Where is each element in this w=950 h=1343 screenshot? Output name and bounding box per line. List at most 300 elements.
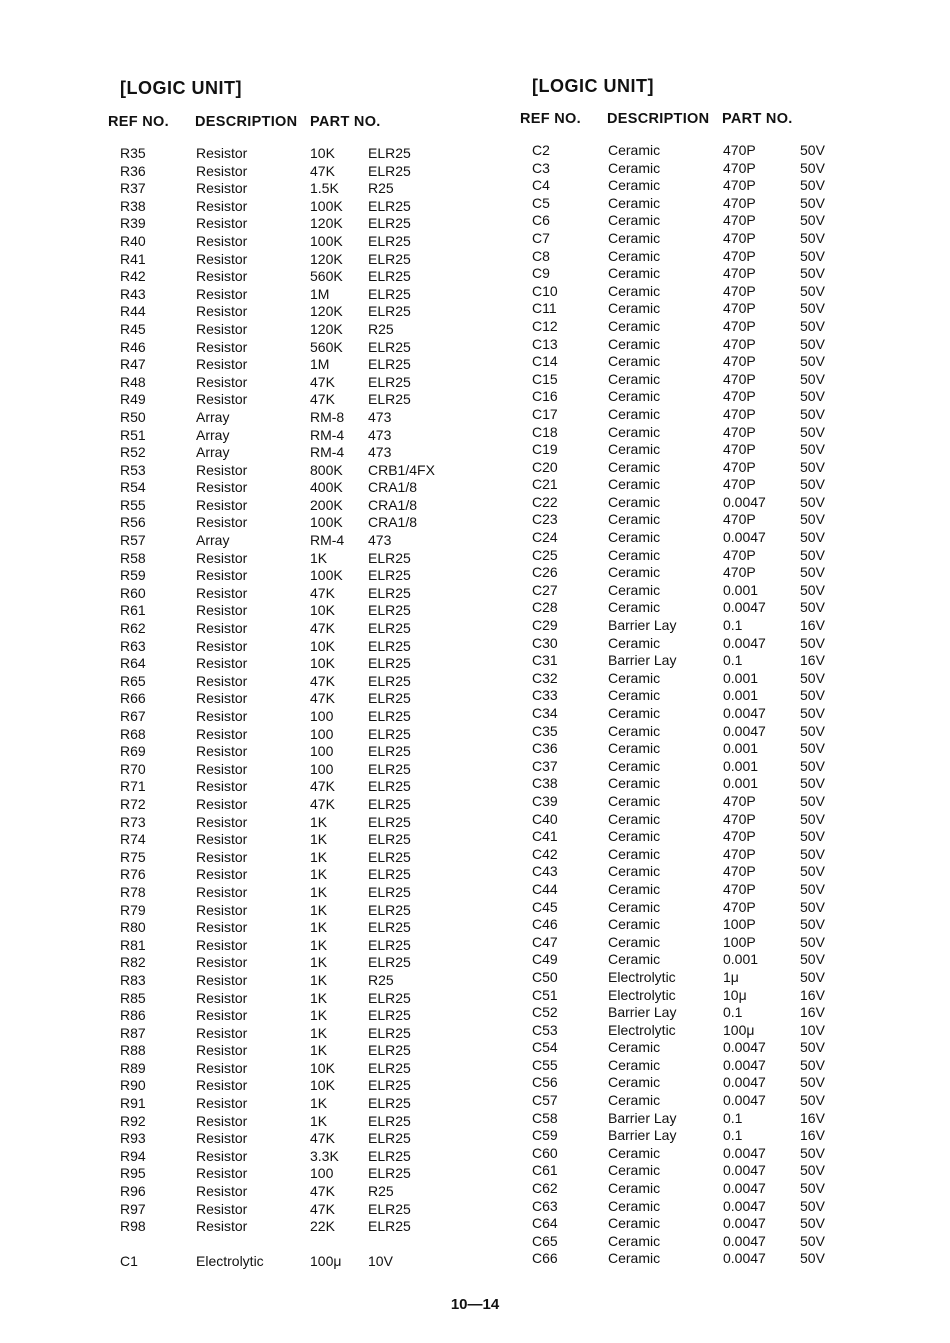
ref-no: C55: [532, 1056, 558, 1073]
parts-row: [108, 339, 518, 357]
part-value: RM-4: [310, 426, 345, 443]
parts-row: [520, 951, 930, 969]
description: Resistor: [196, 1024, 248, 1041]
part-spec: ELR25: [368, 743, 411, 760]
part-value: 1K: [310, 901, 328, 918]
description: Ceramic: [608, 705, 661, 721]
description: Resistor: [196, 303, 248, 320]
part-spec: 50V: [800, 775, 825, 792]
ref-no: R89: [120, 1059, 146, 1076]
part-spec: 50V: [800, 669, 825, 686]
part-spec: 473: [368, 444, 392, 461]
part-value: 800K: [310, 461, 343, 478]
part-spec: ELR25: [368, 795, 411, 812]
parts-row: [108, 268, 518, 286]
part-value: 0.001: [723, 951, 759, 968]
parts-row: [108, 972, 518, 990]
ref-no: C4: [532, 177, 550, 194]
ref-no: R78: [120, 883, 146, 900]
ref-no: R94: [120, 1147, 146, 1164]
part-spec: 50V: [800, 564, 825, 581]
part-value: 47K: [310, 1200, 335, 1217]
description: Resistor: [196, 162, 248, 179]
ref-no: C54: [532, 1039, 558, 1056]
ref-no: R67: [120, 708, 146, 724]
ref-no: C22: [532, 493, 558, 510]
part-value: 22K: [310, 1218, 335, 1235]
part-spec: ELR25: [368, 813, 411, 830]
parts-row: [108, 778, 518, 796]
parts-row: [108, 409, 518, 427]
description: Resistor: [196, 1077, 248, 1094]
ref-no: C17: [532, 405, 558, 422]
ref-no: R57: [120, 532, 146, 549]
ref-no: R64: [120, 655, 146, 672]
part-spec: 50V: [800, 212, 825, 229]
part-spec: 50V: [800, 845, 825, 862]
part-value: 470P: [723, 212, 756, 229]
ref-no: C58: [532, 1109, 558, 1126]
description: Resistor: [196, 320, 248, 337]
parts-row: [520, 195, 930, 213]
parts-row: [520, 881, 930, 899]
description: Ceramic: [608, 423, 661, 440]
parts-row: [520, 811, 930, 829]
ref-no: C11: [532, 300, 557, 317]
ref-no: C32: [532, 669, 558, 686]
part-value: 100μ: [310, 1253, 342, 1270]
part-spec: 50V: [800, 722, 825, 739]
part-spec: 50V: [800, 634, 825, 651]
parts-row: [108, 479, 518, 497]
parts-row: [520, 1092, 930, 1110]
parts-row: [108, 462, 518, 480]
description: Ceramic: [608, 194, 661, 211]
part-value: 47K: [310, 1183, 335, 1200]
description: Resistor: [196, 1112, 248, 1129]
parts-row: [520, 476, 930, 494]
part-value: 10K: [310, 145, 335, 161]
part-value: 470P: [723, 142, 756, 158]
ref-no: R82: [120, 954, 146, 971]
parts-row: [108, 902, 518, 920]
description: Resistor: [196, 197, 248, 214]
part-spec: ELR25: [368, 1218, 411, 1235]
part-spec: 50V: [800, 1039, 825, 1056]
ref-no: C25: [532, 546, 558, 563]
part-spec: 16V: [800, 617, 825, 634]
description: Resistor: [196, 655, 248, 672]
parts-row: [108, 1148, 518, 1166]
part-value: 1K: [310, 831, 328, 848]
part-value: RM-4: [310, 444, 345, 461]
part-value: 10K: [310, 602, 335, 619]
parts-row: [108, 1183, 518, 1201]
description: Ceramic: [608, 300, 661, 317]
parts-row: [108, 427, 518, 445]
part-spec: 50V: [800, 757, 825, 774]
part-spec: ELR25: [368, 285, 411, 302]
parts-row: [108, 1130, 518, 1148]
part-value: 1K: [310, 1042, 328, 1059]
parts-row: [108, 391, 518, 409]
part-value: 47K: [310, 672, 335, 689]
ref-no: C6: [532, 212, 550, 229]
part-spec: 10V: [800, 1021, 825, 1038]
description: Resistor: [196, 1218, 248, 1235]
ref-no: R43: [120, 285, 146, 302]
part-value: 100K: [310, 567, 343, 584]
part-spec: 50V: [800, 599, 825, 616]
parts-row: [108, 620, 518, 638]
ref-no: C31: [532, 652, 558, 669]
part-spec: 50V: [800, 229, 825, 246]
part-spec: 50V: [800, 687, 825, 704]
ref-no: R65: [120, 672, 146, 689]
part-spec: 50V: [800, 828, 825, 845]
parts-row: [520, 723, 930, 741]
ref-no: C3: [532, 159, 550, 176]
description: Resistor: [196, 778, 248, 795]
ref-no: C47: [532, 933, 558, 950]
ref-no: R52: [120, 444, 146, 461]
parts-row: [520, 406, 930, 424]
ref-no: R48: [120, 373, 146, 390]
description: Ceramic: [608, 845, 661, 862]
ref-no: C63: [532, 1197, 558, 1214]
part-spec: 50V: [800, 300, 825, 317]
parts-row: [108, 215, 518, 233]
part-value: 120K: [310, 303, 343, 320]
part-spec: 50V: [800, 810, 825, 827]
parts-row: [520, 635, 930, 653]
ref-no: C44: [532, 880, 558, 897]
part-spec: ELR25: [368, 232, 411, 249]
ref-no: C45: [532, 898, 558, 915]
description: Resistor: [196, 831, 248, 848]
part-value: 470P: [723, 177, 756, 194]
ref-no: C7: [532, 229, 550, 246]
parts-row: [520, 863, 930, 881]
part-value: 1.5K: [310, 180, 339, 197]
part-spec: ELR25: [368, 690, 411, 707]
description: Ceramic: [608, 317, 661, 334]
parts-row: [520, 441, 930, 459]
part-spec: 50V: [800, 476, 825, 493]
parts-row: [520, 494, 930, 512]
part-spec: 50V: [800, 159, 825, 176]
description: Ceramic: [608, 265, 661, 282]
description: Electrolytic: [608, 986, 676, 1003]
part-value: 120K: [310, 320, 343, 337]
part-value: 470P: [723, 194, 756, 211]
description: Ceramic: [608, 511, 661, 528]
part-spec: 50V: [800, 405, 825, 422]
part-value: 0.0047: [723, 634, 766, 651]
parts-row: [520, 212, 930, 230]
ref-no: C65: [532, 1232, 558, 1249]
ref-no: R35: [120, 145, 146, 161]
ref-no: C40: [532, 810, 558, 827]
ref-no: R36: [120, 162, 146, 179]
part-spec: ELR25: [368, 866, 411, 883]
part-spec: ELR25: [368, 1112, 411, 1129]
part-value: 100: [310, 743, 334, 760]
description: Ceramic: [608, 142, 661, 158]
parts-row: [108, 708, 518, 726]
part-spec: ELR25: [368, 162, 411, 179]
parts-row: [108, 233, 518, 251]
description: Ceramic: [608, 1180, 661, 1197]
part-spec: ELR25: [368, 373, 411, 390]
part-spec: 50V: [800, 493, 825, 510]
parts-row: [108, 1253, 518, 1271]
description: Ceramic: [608, 177, 661, 194]
parts-row: [520, 934, 930, 952]
ref-no: R85: [120, 989, 146, 1006]
right-header-part: PART NO.: [722, 111, 793, 127]
description: Ceramic: [608, 898, 661, 915]
parts-row: [520, 1110, 930, 1128]
ref-no: C52: [532, 1004, 558, 1021]
part-spec: 50V: [800, 933, 825, 950]
part-value: 1K: [310, 989, 328, 1006]
description: Ceramic: [608, 458, 661, 475]
ref-no: R93: [120, 1130, 146, 1147]
part-spec: 16V: [800, 1127, 825, 1144]
ref-no: C10: [532, 282, 558, 299]
part-spec: ELR25: [368, 268, 411, 285]
part-value: 1K: [310, 549, 328, 566]
part-spec: 50V: [800, 194, 825, 211]
part-spec: ELR25: [368, 338, 411, 355]
part-spec: ELR25: [368, 391, 411, 408]
description: Resistor: [196, 866, 248, 883]
ref-no: R83: [120, 971, 146, 988]
description: Resistor: [196, 637, 248, 654]
parts-row: [520, 969, 930, 987]
description: Ceramic: [608, 493, 661, 510]
ref-no: R56: [120, 514, 146, 531]
ref-no: C42: [532, 845, 558, 862]
ref-no: R91: [120, 1095, 146, 1112]
description: Resistor: [196, 496, 248, 513]
right-parts-list: [520, 142, 930, 1268]
parts-row: [108, 567, 518, 585]
parts-row: [108, 673, 518, 691]
parts-row: [108, 514, 518, 532]
part-value: 0.0047: [723, 1092, 766, 1109]
description: Resistor: [196, 795, 248, 812]
ref-no: R55: [120, 496, 146, 513]
ref-no: R51: [120, 426, 146, 443]
description: Resistor: [196, 145, 248, 161]
ref-no: C19: [532, 441, 558, 458]
part-spec: 50V: [800, 1180, 825, 1197]
part-spec: ELR25: [368, 637, 411, 654]
description: Ceramic: [608, 1144, 661, 1161]
part-spec: CRA1/8: [368, 514, 418, 531]
part-value: 0.1: [723, 1004, 743, 1021]
ref-no: R70: [120, 760, 146, 777]
description: Resistor: [196, 1095, 248, 1112]
part-spec: ELR25: [368, 215, 411, 232]
description: Resistor: [196, 1147, 248, 1164]
parts-row: [108, 303, 518, 321]
part-value: 470P: [723, 792, 756, 809]
ref-no: C46: [532, 916, 558, 933]
part-spec: 50V: [800, 511, 825, 528]
parts-row: [520, 142, 930, 160]
part-spec: ELR25: [368, 655, 411, 672]
part-spec: 16V: [800, 1109, 825, 1126]
part-spec: ELR25: [368, 620, 411, 637]
part-spec: ELR25: [368, 901, 411, 918]
part-value: 1K: [310, 1112, 328, 1129]
parts-row: [520, 1074, 930, 1092]
part-spec: ELR25: [368, 602, 411, 619]
ref-no: C33: [532, 687, 558, 704]
part-spec: 16V: [800, 652, 825, 669]
description: Ceramic: [608, 722, 661, 739]
ref-no: R66: [120, 690, 146, 707]
parts-row: [520, 828, 930, 846]
description: Ceramic: [608, 740, 661, 757]
parts-row: [520, 1233, 930, 1251]
part-value: 0.0047: [723, 1232, 766, 1249]
description: Array: [196, 444, 230, 461]
parts-row: [108, 937, 518, 955]
description: Ceramic: [608, 546, 661, 563]
part-spec: ELR25: [368, 760, 411, 777]
part-spec: ELR25: [368, 1165, 411, 1182]
parts-row: [108, 1113, 518, 1131]
parts-row: [520, 775, 930, 793]
parts-row: [520, 1162, 930, 1180]
part-value: 1K: [310, 848, 328, 865]
part-spec: ELR25: [368, 1095, 411, 1112]
part-value: 100: [310, 1165, 334, 1182]
parts-row: [108, 796, 518, 814]
description: Barrier Lay: [608, 1004, 677, 1021]
description: Ceramic: [608, 669, 661, 686]
ref-no: R44: [120, 303, 146, 320]
page-number: 10—14: [450, 1296, 500, 1313]
ref-no: C14: [532, 353, 558, 370]
description: Ceramic: [608, 599, 661, 616]
left-header-ref: REF NO.: [108, 114, 169, 130]
description: Ceramic: [608, 810, 661, 827]
parts-row: [108, 726, 518, 744]
part-value: 47K: [310, 795, 335, 812]
parts-row: [108, 374, 518, 392]
ref-no: C21: [532, 476, 558, 493]
part-value: 47K: [310, 778, 335, 795]
ref-no: C8: [532, 247, 550, 264]
part-value: 120K: [310, 215, 343, 232]
part-value: RM-8: [310, 408, 345, 425]
ref-no: R39: [120, 215, 146, 232]
description: Resistor: [196, 602, 248, 619]
part-value: 1K: [310, 1095, 328, 1112]
part-value: 470P: [723, 282, 756, 299]
description: Ceramic: [608, 388, 661, 405]
description: Ceramic: [608, 1232, 661, 1249]
parts-row: [108, 814, 518, 832]
part-spec: ELR25: [368, 303, 411, 320]
part-value: 470P: [723, 441, 756, 458]
ref-no: C43: [532, 863, 558, 880]
part-value: 470P: [723, 546, 756, 563]
part-value: 1M: [310, 356, 330, 373]
part-spec: 10V: [368, 1253, 393, 1270]
part-spec: ELR25: [368, 356, 411, 373]
part-spec: 50V: [800, 282, 825, 299]
ref-no: C57: [532, 1092, 558, 1109]
description: Resistor: [196, 391, 248, 408]
description: Resistor: [196, 514, 248, 531]
ref-no: R49: [120, 391, 146, 408]
part-value: 1μ: [723, 968, 739, 985]
part-spec: 473: [368, 408, 392, 425]
description: Resistor: [196, 584, 248, 601]
part-value: 0.0047: [723, 1074, 766, 1091]
part-value: 470P: [723, 880, 756, 897]
ref-no: R58: [120, 549, 146, 566]
parts-row: [520, 793, 930, 811]
description: Resistor: [196, 479, 248, 496]
part-spec: 50V: [800, 317, 825, 334]
part-spec: 50V: [800, 265, 825, 282]
description: Ceramic: [608, 1250, 661, 1267]
part-spec: 50V: [800, 247, 825, 264]
part-spec: 50V: [800, 370, 825, 387]
ref-no: R68: [120, 725, 146, 742]
ref-no: R63: [120, 637, 146, 654]
ref-no: C24: [532, 529, 558, 546]
ref-no: R87: [120, 1024, 146, 1041]
part-spec: 16V: [800, 986, 825, 1003]
parts-row: [108, 690, 518, 708]
description: Electrolytic: [608, 968, 676, 985]
part-spec: ELR25: [368, 672, 411, 689]
ref-no: R40: [120, 232, 146, 249]
description: Resistor: [196, 215, 248, 232]
parts-row: [520, 846, 930, 864]
part-spec: ELR25: [368, 1059, 411, 1076]
parts-row: [108, 1025, 518, 1043]
parts-row: [108, 1218, 518, 1236]
parts-row: [520, 705, 930, 723]
parts-row: [520, 388, 930, 406]
ref-no: R53: [120, 461, 146, 478]
part-spec: 50V: [800, 1144, 825, 1161]
parts-row: [108, 990, 518, 1008]
ref-no: R38: [120, 197, 146, 214]
ref-no: C59: [532, 1127, 558, 1144]
part-value: 470P: [723, 898, 756, 915]
part-spec: 50V: [800, 353, 825, 370]
ref-no: R60: [120, 584, 146, 601]
part-spec: R25: [368, 180, 394, 197]
parts-row: [108, 180, 518, 198]
parts-row: [108, 919, 518, 937]
part-spec: ELR25: [368, 584, 411, 601]
description: Resistor: [196, 1007, 248, 1024]
parts-row: [108, 1165, 518, 1183]
part-value: 0.0047: [723, 1162, 766, 1179]
part-value: 470P: [723, 335, 756, 352]
